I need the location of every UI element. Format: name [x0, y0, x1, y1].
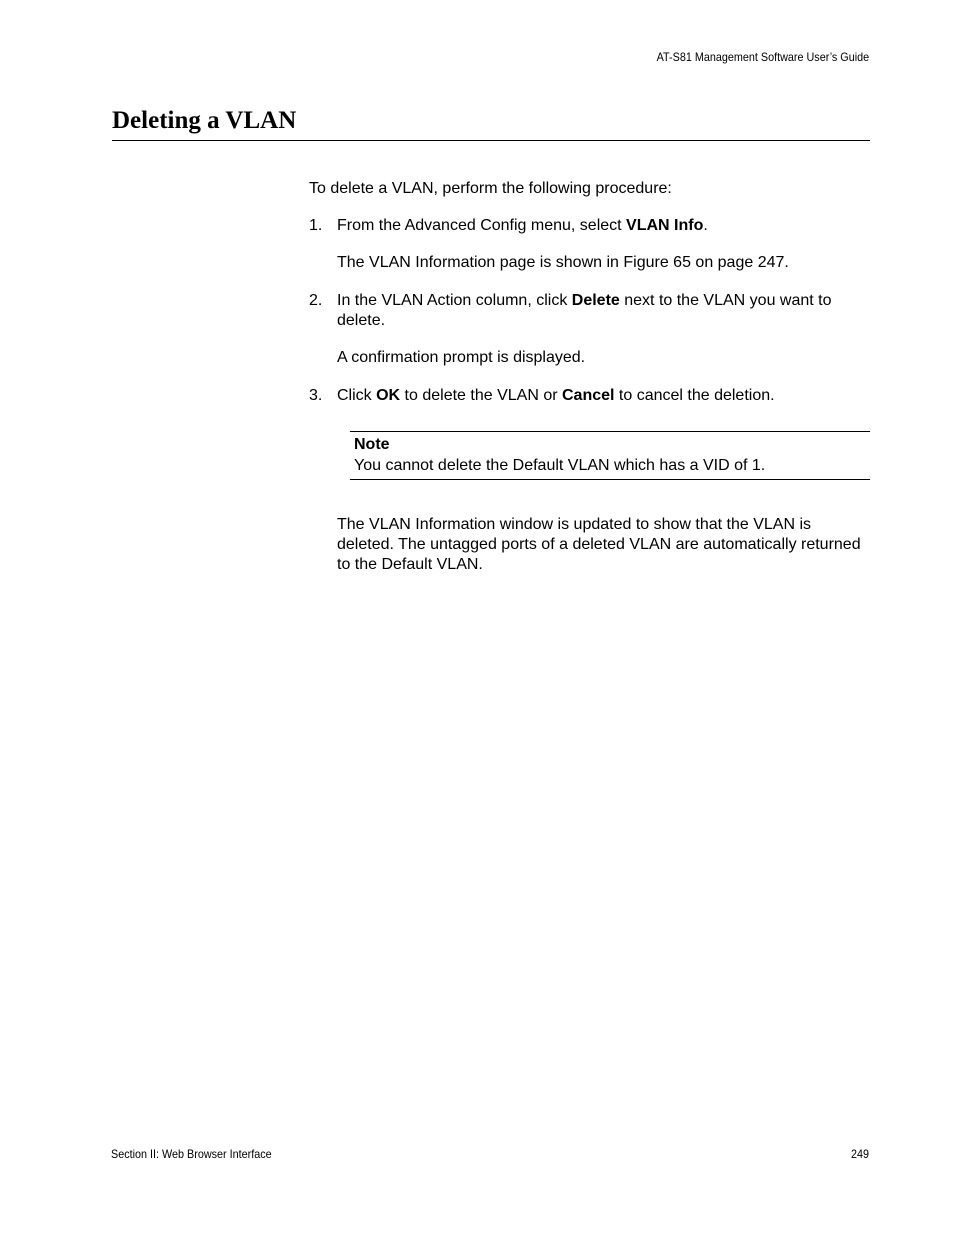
step-number: 2. [309, 292, 323, 309]
step-result: A confirmation prompt is displayed. [337, 349, 586, 366]
ui-term: VLAN Info [626, 217, 704, 234]
ui-term: Delete [571, 292, 620, 309]
note-text: You cannot delete the Default VLAN which has a VID of 1. [354, 457, 766, 474]
step-number: 3. [309, 387, 323, 404]
footer-section: Section II: Web Browser Interface [111, 1147, 272, 1161]
step-text-part: In the VLAN Action column, click [337, 292, 572, 309]
step-text-part: Click [337, 387, 377, 404]
running-header: AT-S81 Management Software User’s Guide [656, 50, 869, 64]
step-text-part: next to the VLAN you want to delete. [337, 292, 832, 329]
step-text [337, 291, 872, 331]
step-text-part: to cancel the deletion. [614, 387, 775, 404]
ui-term: Cancel [561, 387, 615, 404]
step-text-part: From the Advanced Config menu, select [337, 217, 627, 234]
closing-paragraph: The VLAN Information window is updated to show that the VLAN is deleted. The untagged ports of a deleted VLAN are automatically returned to the Default VLAN. [337, 516, 861, 573]
intro-paragraph: To delete a VLAN, perform the following procedure: [309, 180, 672, 197]
step-text [337, 386, 872, 406]
step-number: 1. [309, 217, 323, 234]
note-box [350, 431, 870, 480]
step-text-part: to delete the VLAN or [400, 387, 562, 404]
step-text-part: . [703, 217, 708, 234]
step-text [337, 216, 872, 236]
section-title: Deleting a VLAN [112, 107, 297, 134]
step-result: The VLAN Information page is shown in Figure 65 on page 247. [337, 254, 789, 271]
page-number: 249 [850, 1147, 869, 1161]
note-label: Note [354, 436, 390, 453]
ui-term: OK [376, 387, 401, 404]
title-rule [112, 140, 870, 141]
